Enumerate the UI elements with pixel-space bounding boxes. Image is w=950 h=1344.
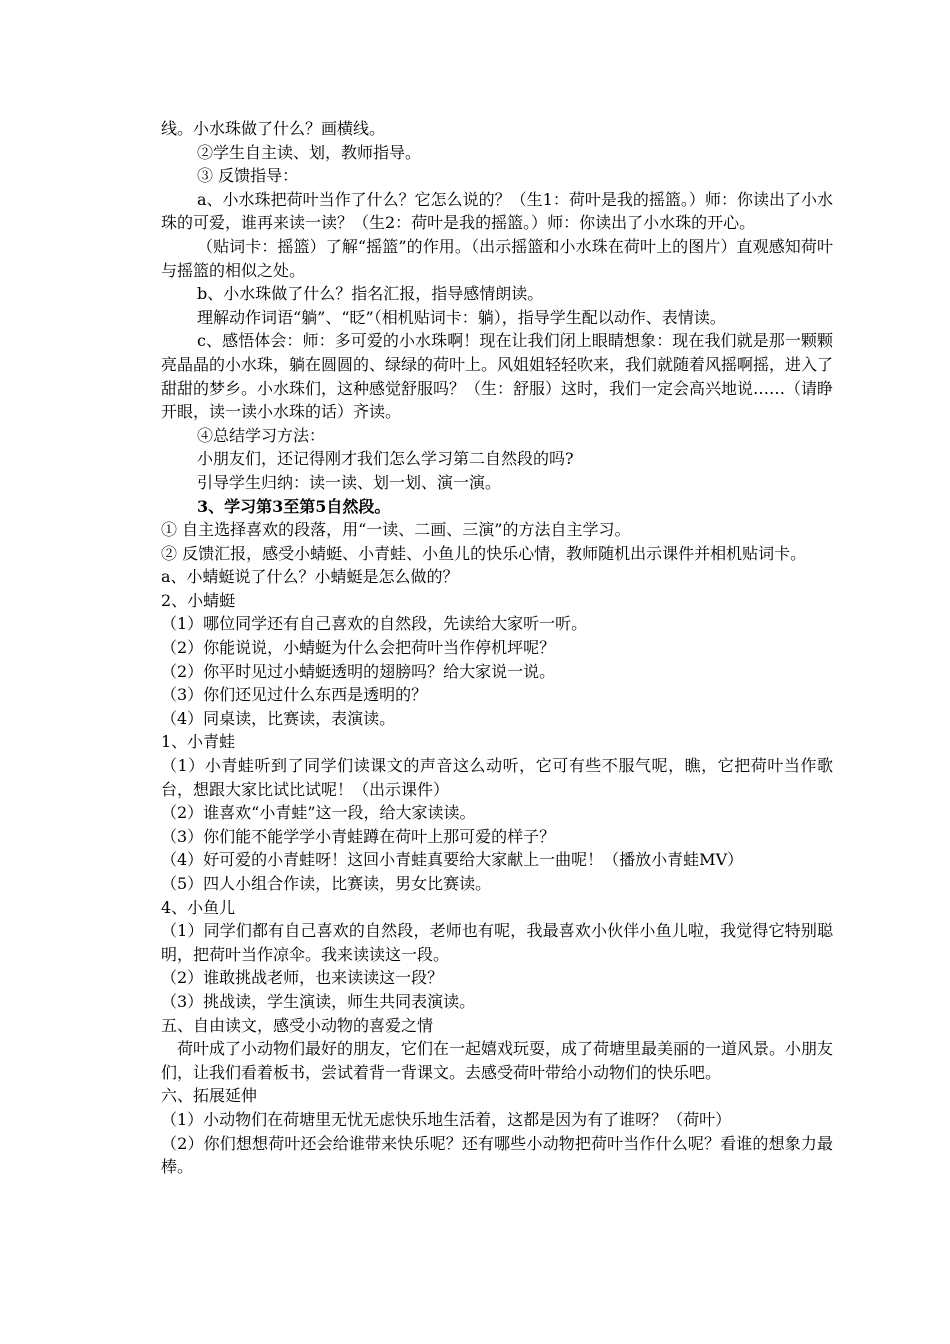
paragraph-7: 理解动作词语“躺”、“眨”（相机贴词卡：躺），指导学生配以动作、表情读。 bbox=[197, 307, 726, 327]
paragraph-6: b、小水珠做了什么？指名汇报，指导感情朗读。 bbox=[197, 284, 544, 304]
paragraph-3: ③ 反馈指导： bbox=[197, 166, 299, 186]
section-heading-6: 六、拓展延伸 bbox=[161, 1086, 258, 1106]
paragraph-11: 引导学生归纳：读一读、划一划、演一演。 bbox=[197, 472, 502, 492]
list-item: （1）哪位同学还有自己喜欢的自然段，先读给大家听一听。 bbox=[161, 614, 588, 634]
paragraph-8: c、感悟体会：师：多可爱的小水珠啊！现在让我们闭上眼睛想象：现在我们就是那一颗颗亮晶晶的小水珠，躺在圆圆的、绿绿的荷叶上。风姐姐轻轻吹来，我们就随着风摇啊摇，进入了甜甜的梦乡。小水珠们，这种感觉舒服吗？（生：舒服）这时，我们一定会高兴地说……（请睁开眼，读一读小水珠的话）齐读。 bbox=[161, 331, 834, 422]
paragraph-33: 荷叶成了小动物们最好的朋友，它们在一起嬉戏玩耍，成了荷塘里最美丽的一道风景。小朋友们，让我们看着板书，尝试着背一背课文。去感受荷叶带给小动物们的快乐吧。 bbox=[161, 1039, 834, 1082]
subheading-dragonfly: 2、小蜻蜓 bbox=[161, 590, 236, 610]
document-page bbox=[161, 117, 833, 1179]
section-heading-3: 3、学习第3至第5自然段。 bbox=[197, 496, 391, 516]
list-item: （1）小青蛙听到了同学们读课文的声音这么动听，它可有些不服气呢，瞧，它把荷叶当作歌台，想跟大家比试比试呢！（出示课件） bbox=[161, 756, 833, 799]
paragraph-10: 小朋友们，还记得刚才我们怎么学习第二自然段的吗? bbox=[197, 449, 574, 469]
paragraph-13: ① 自主选择喜欢的段落，用“一读、二画、三演”的方法自主学习。 bbox=[161, 520, 631, 540]
paragraph-1: 线。小水珠做了什么？画横线。 bbox=[161, 119, 386, 138]
list-item: （3）挑战读，学生演读，师生共同表演读。 bbox=[161, 991, 476, 1011]
subheading-fish: 4、小鱼儿 bbox=[161, 897, 236, 917]
paragraph-15: a、小蜻蜓说了什么？小蜻蜓是怎么做的？ bbox=[161, 567, 459, 587]
list-item: （5）四人小组合作读，比赛读，男女比赛读。 bbox=[161, 874, 492, 893]
list-item: （1）小动物们在荷塘里无忧无虑快乐地生活着，这都是因为有了谁呀？（荷叶） bbox=[161, 1109, 732, 1129]
section-heading-5: 五、自由读文，感受小动物的喜爱之情 bbox=[161, 1015, 434, 1035]
paragraph-9: ④总结学习方法： bbox=[197, 425, 326, 445]
paragraph-2: ②学生自主读、划，教师指导。 bbox=[197, 142, 422, 162]
list-item: （4）好可爱的小青蛙呀！这回小青蛙真要给大家献上一曲呢！（播放小青蛙MV） bbox=[161, 850, 744, 870]
list-item: （2）你们想想荷叶还会给谁带来快乐呢？还有哪些小动物把荷叶当作什么呢？看谁的想象力最棒。 bbox=[161, 1133, 833, 1177]
paragraph-4: a、小水珠把荷叶当作了什么？它怎么说的？（生1：荷叶是我的摇篮。）师：你读出了小水珠的可爱，谁再来读一读？（生2：荷叶是我的摇篮。）师：你读出了小水珠的开心。 bbox=[161, 189, 833, 233]
list-item: （3）你们还见过什么东西是透明的？ bbox=[161, 685, 428, 705]
subheading-frog: 1、小青蛙 bbox=[161, 732, 236, 752]
paragraph-5: （贴词卡：摇篮）了解“摇篮”的作用。（出示摇篮和小水珠在荷叶上的图片）直观感知荷叶与摇篮的相似之处。 bbox=[161, 236, 833, 280]
list-item: （2）你平时见过小蜻蜓透明的翅膀吗？给大家说一说。 bbox=[161, 661, 556, 681]
list-item: （2）你能说说，小蜻蜓为什么会把荷叶当作停机坪呢？ bbox=[161, 638, 556, 658]
paragraph-14: ② 反馈汇报，感受小蜻蜓、小青蛙、小鱼儿的快乐心情，教师随机出示课件并相机贴词卡。 bbox=[161, 543, 807, 563]
list-item: （4）同桌读，比赛读，表演读。 bbox=[161, 708, 396, 728]
list-item: （1）同学们都有自己喜欢的自然段，老师也有呢，我最喜欢小伙伴小鱼儿啦，我觉得它特别聪明，把荷叶当作凉伞。我来读读这一段。 bbox=[161, 921, 833, 964]
list-item: （2）谁敢挑战老师，也来读读这一段？ bbox=[161, 968, 444, 988]
list-item: （3）你们能不能学学小青蛙蹲在荷叶上那可爱的样子？ bbox=[161, 826, 556, 846]
list-item: （2）谁喜欢“小青蛙”这一段，给大家读读。 bbox=[161, 803, 476, 823]
